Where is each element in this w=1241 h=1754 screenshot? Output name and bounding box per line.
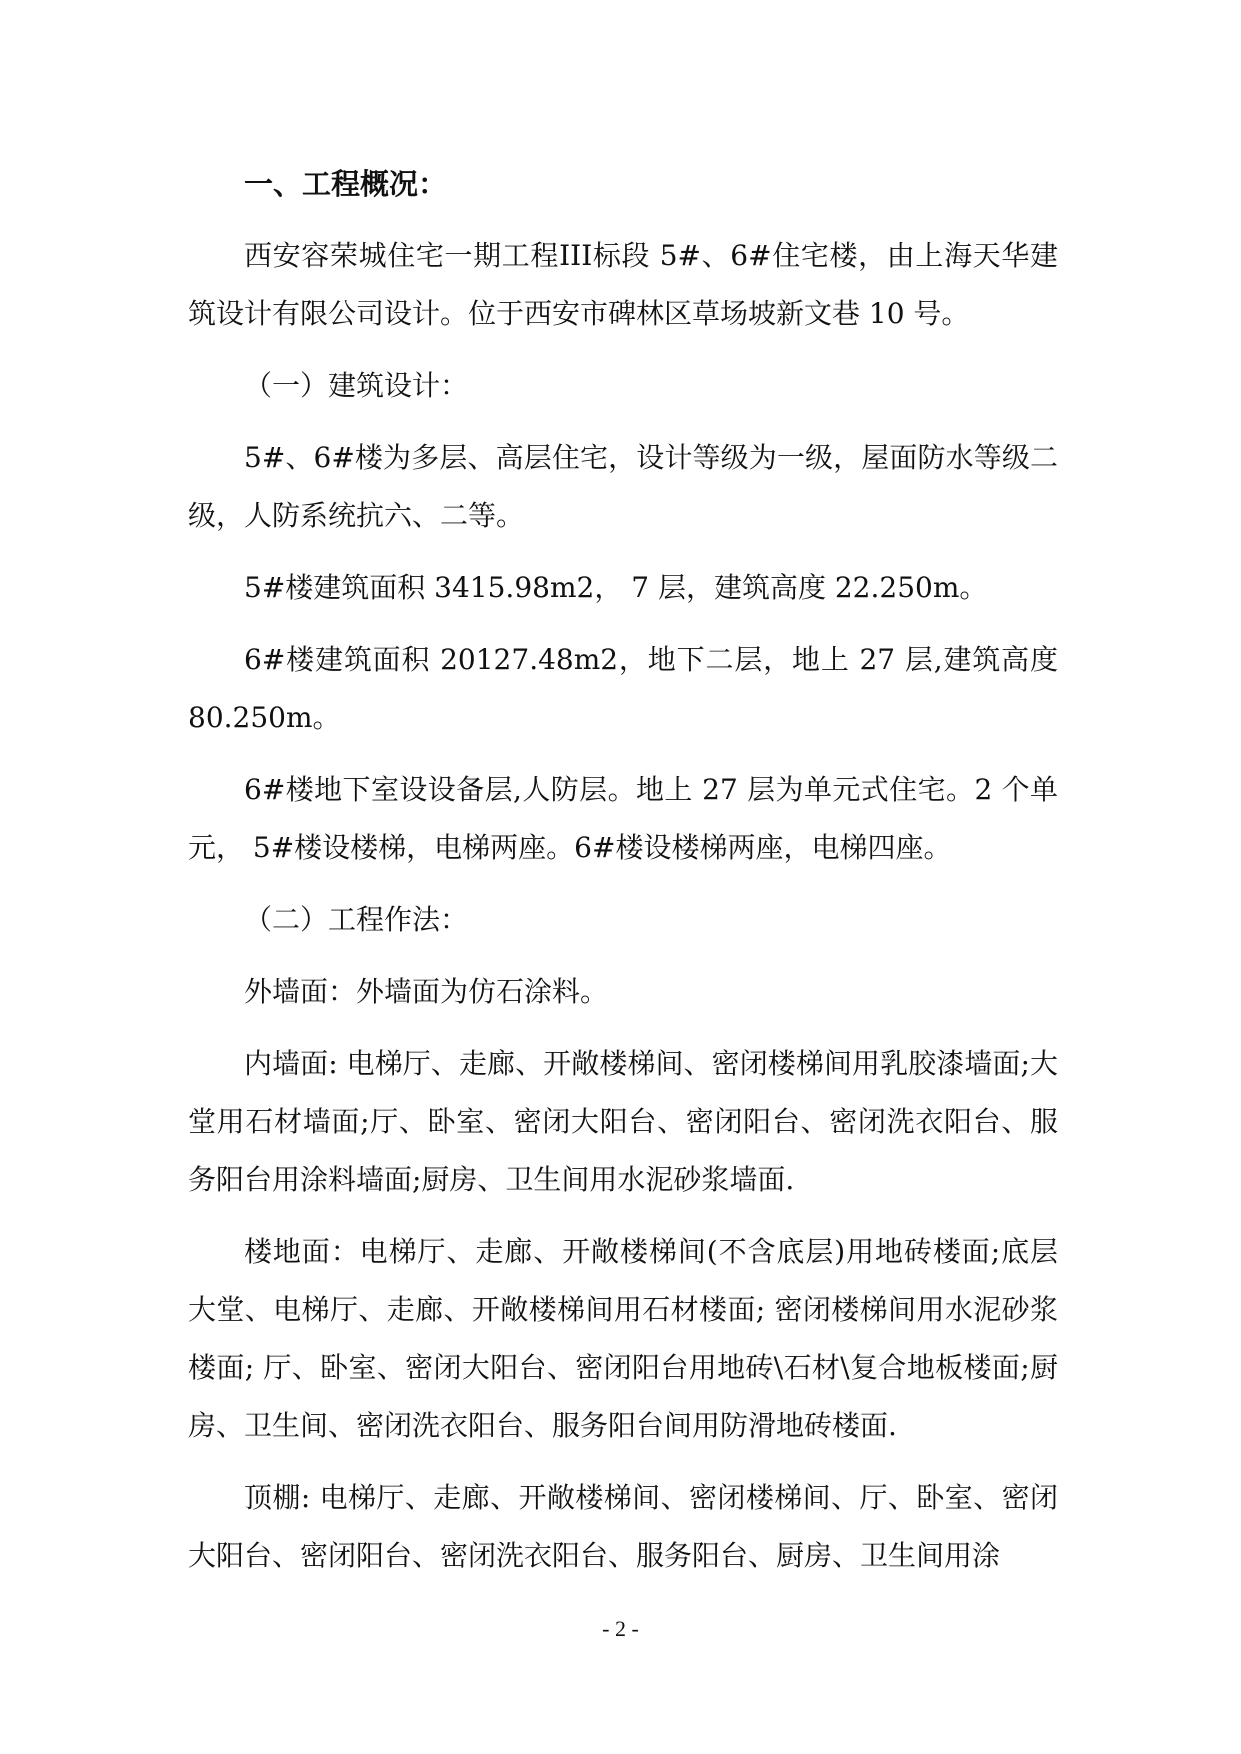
exterior-wall-paragraph: 外墙面：外墙面为仿石涂料。	[244, 975, 609, 1008]
construction-methods-subheading: （二）工程作法：	[244, 903, 469, 936]
page-content	[188, 155, 1058, 1599]
project-overview-paragraph: 西安容荣城住宅一期工程III标段 5#、6#住宅楼，由上海天华建筑设计有限公司设计。位于西安市碑林区草场坡新文巷 10 号。	[188, 239, 1058, 330]
section-heading: 一、工程概况：	[244, 167, 448, 201]
basement-units-paragraph: 6#楼地下室设设备层,人防层。地上 27 层为单元式住宅。2 个单元， 5#楼设楼梯，电梯两座。6#楼设楼梯两座，电梯四座。	[188, 773, 1058, 864]
building-5-area-paragraph: 5#楼建筑面积 3415.98m2， 7 层，建筑高度 22.250m。	[244, 571, 988, 604]
ceiling-paragraph: 顶棚: 电梯厅、走廊、开敞楼梯间、密闭楼梯间、厅、卧室、密闭大阳台、密闭阳台、密闭洗衣阳台、服务阳台、厨房、卫生间用涂	[188, 1481, 1058, 1572]
building-6-area-paragraph: 6#楼建筑面积 20127.48m2，地下二层，地上 27 层,建筑高度 80.250m。	[188, 643, 1058, 734]
architectural-design-subheading: （一）建筑设计：	[244, 369, 469, 402]
page-number: - 2 -	[602, 1616, 639, 1641]
floor-finish-paragraph: 楼地面：电梯厅、走廊、开敞楼梯间(不含底层)用地砖楼面;底层大堂、电梯厅、走廊、开敞楼梯间用石材楼面; 密闭楼梯间用水泥砂浆楼面; 厅、卧室、密闭大阳台、密闭阳台用地砖\石材\复合地板楼面;厨房、卫生间、密闭洗衣阳台、服务阳台间用防滑地砖楼面.	[188, 1235, 1058, 1442]
interior-wall-paragraph: 内墙面: 电梯厅、走廊、开敞楼梯间、密闭楼梯间用乳胶漆墙面;大堂用石材墙面;厅、卧室、密闭大阳台、密闭阳台、密闭洗衣阳台、服务阳台用涂料墙面;厨房、卫生间用水泥砂浆墙面.	[188, 1047, 1058, 1196]
design-level-paragraph: 5#、6#楼为多层、高层住宅，设计等级为一级，屋面防水等级二级，人防系统抗六、二等。	[188, 441, 1058, 532]
